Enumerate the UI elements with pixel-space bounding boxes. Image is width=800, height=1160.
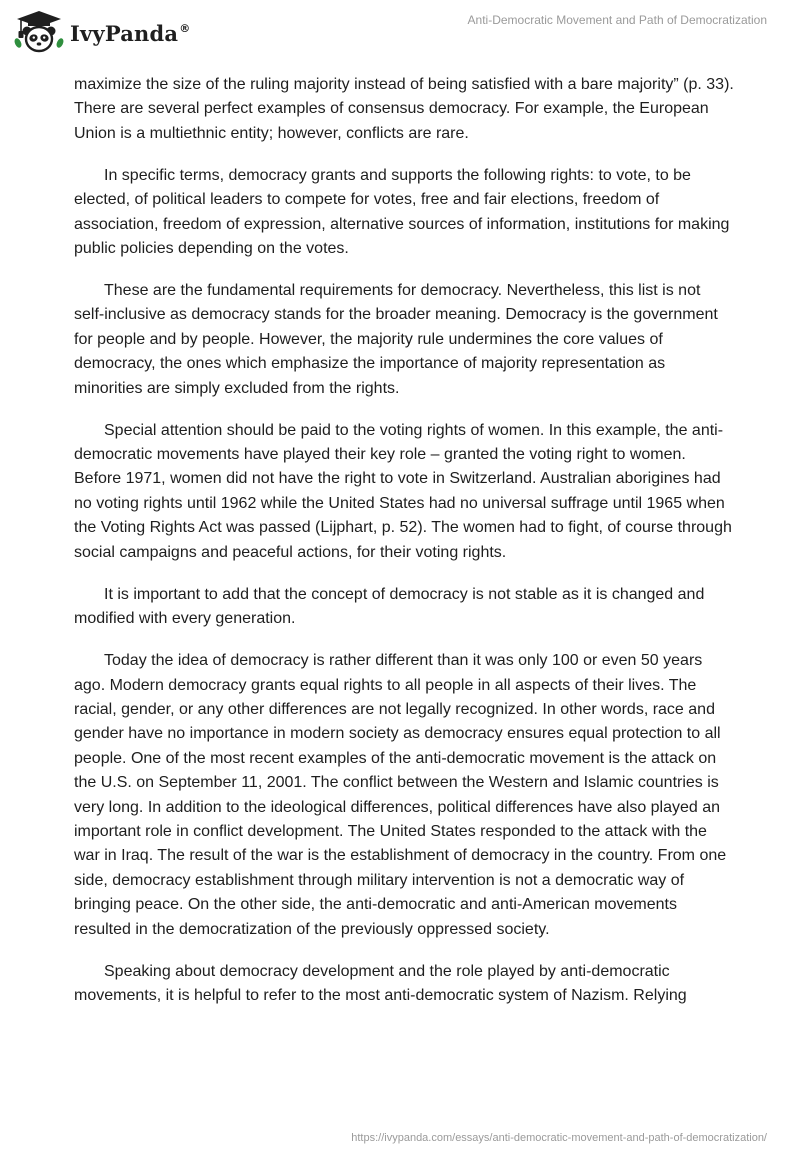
logo-wordmark: IvyPanda® bbox=[70, 20, 191, 46]
paragraph: In specific terms, democracy grants and supports the following rights: to vote, to be elected, of political leaders to compete for votes, free and fair elections, freedom of association, freedom of expression, alternative sources of information, institutions for making public policies depending on the votes. bbox=[74, 166, 730, 258]
page-header bbox=[0, 0, 800, 64]
paragraph: maximize the size of the ruling majority instead of being satisfied with a bare majority” (p. 33). There are several perfect examples of consensus democracy. For example, the European Union is a multiethnic entity; however, conflicts are rare. bbox=[74, 76, 734, 142]
paragraph: These are the fundamental requirements for democracy. Nevertheless, this list is not self-inclusive as democracy stands for the broader meaning. Democracy is the government for people and by people. However, the majority rule undermines the core values of democracy, the ones which emphasize the importance of majority representation as minorities are simply excluded from the rights. bbox=[74, 282, 718, 397]
essay-body bbox=[74, 73, 734, 1026]
running-title: Anti-Democratic Movement and Path of Democratization bbox=[467, 13, 767, 27]
source-url[interactable]: https://ivypanda.com/essays/anti-democratic-movement-and-path-of-democratization/ bbox=[351, 1132, 767, 1144]
paragraph: Today the idea of democracy is rather different than it was only 100 or even 50 years ago. Modern democracy grants equal rights to all people in all aspects of their lives. The racial, gender, or any other differences are not legally recognized. In other words, race and gender have no importance in modern society as democracy ensures equal protection to all people. One of the most recent examples of the anti-democratic movement is the attack on the U.S. on September 11, 2001. The conflict between the Western and Islamic countries is very long. In addition to the ideological differences, political differences have also played an important role in conflict development. The United States responded to the attack with the war in Iraq. The result of the war is the establishment of democracy in the country. From one side, democracy establishment through military intervention is not a democratic way of bringing peace. On the other side, the anti-democratic and anti-American movements resulted in the democratization of the previously oppressed society. bbox=[74, 652, 727, 938]
paragraph: Speaking about democracy development and the role played by anti-democratic movements, it is helpful to refer to the most anti-democratic system of Nazism. Relying bbox=[74, 962, 687, 1004]
ivypanda-logo[interactable] bbox=[14, 10, 190, 54]
panda-graduate-icon bbox=[14, 10, 64, 54]
paragraph: It is important to add that the concept of democracy is not stable as it is changed and modified with every generation. bbox=[74, 585, 705, 628]
paragraph: Special attention should be paid to the voting rights of women. In this example, the anti-democratic movements have played their key role – granted the voting right to women. Before 1971, women did not have the right to vote in Switzerland. Australian aborigines had no voting rights until 1962 while the United States had no universal suffrage until 1965 when the Voting Rights Act was passed (Lijphart, p. 52). The women had to fight, of course through social campaigns and peaceful actions, for their voting rights. bbox=[74, 421, 732, 561]
